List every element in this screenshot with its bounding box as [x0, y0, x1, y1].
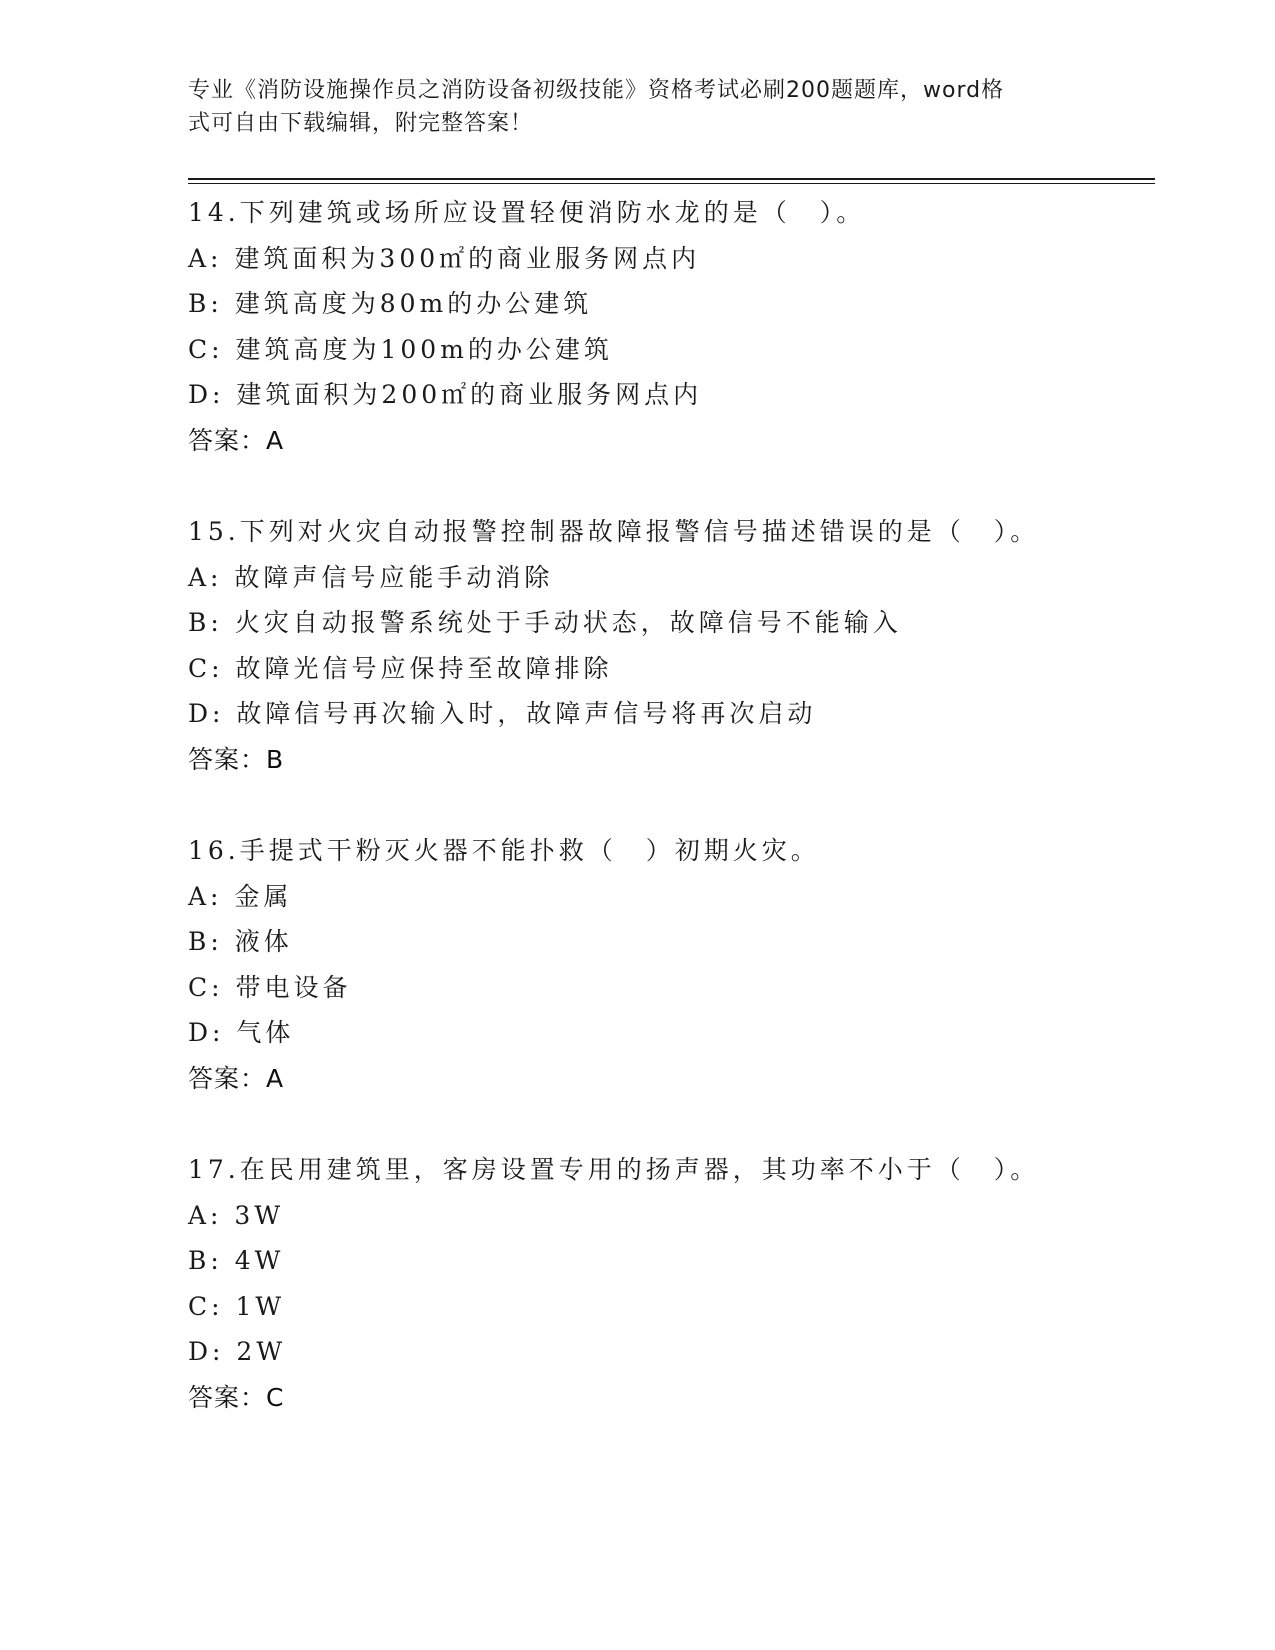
question-stem: 14.下列建筑或场所应设置轻便消防水龙的是（ ）。 — [188, 198, 866, 227]
option-b: B: 液体 — [188, 927, 293, 956]
question-list — [188, 190, 1148, 1466]
option-c: C: 1W — [188, 1291, 286, 1321]
document-header — [188, 74, 1068, 140]
question-15 — [188, 509, 1148, 782]
option-b: B: 4W — [188, 1246, 285, 1275]
option-a: A: 金属 — [188, 881, 293, 911]
question-17 — [188, 1147, 1148, 1420]
header-line-2: 式可自由下载编辑，附完整答案！ — [188, 111, 534, 136]
option-d: D: 故障信号再次输入时，故障声信号将再次启动 — [188, 699, 817, 728]
option-b: B: 建筑高度为80m的办公建筑 — [188, 289, 593, 318]
option-c: C: 建筑高度为100m的办公建筑 — [188, 334, 613, 364]
question-stem: 15.下列对火灾自动报警控制器故障报警信号描述错误的是（ ）。 — [188, 517, 1040, 546]
option-c: C: 故障光信号应保持至故障排除 — [188, 653, 613, 683]
option-d: D: 建筑面积为200㎡的商业服务网点内 — [188, 380, 703, 409]
option-b: B: 火灾自动报警系统处于手动状态，故障信号不能输入 — [188, 608, 902, 637]
question-14 — [188, 190, 1148, 463]
answer-label: 答案：B — [188, 744, 285, 774]
answer-label: 答案：C — [188, 1382, 285, 1412]
question-16 — [188, 828, 1148, 1101]
answer-label: 答案：A — [188, 425, 285, 455]
option-d: D: 2W — [188, 1337, 287, 1366]
header-line-1: 专业《消防设施操作员之消防设备初级技能》资格考试必刷200题题库，word格 — [188, 78, 1005, 103]
answer-label: 答案：A — [188, 1063, 285, 1093]
option-d: D: 气体 — [188, 1018, 295, 1047]
option-a: A: 建筑面积为300㎡的商业服务网点内 — [188, 243, 701, 273]
option-a: A: 3W — [188, 1200, 285, 1230]
question-stem: 16.手提式干粉灭火器不能扑救（ ）初期火灾。 — [188, 836, 820, 865]
header-divider-thick — [188, 178, 1155, 180]
question-stem: 17.在民用建筑里，客房设置专用的扬声器，其功率不小于（ ）。 — [188, 1155, 1040, 1184]
option-c: C: 带电设备 — [188, 972, 352, 1002]
header-divider-thin — [188, 183, 1155, 184]
option-a: A: 故障声信号应能手动消除 — [188, 562, 554, 592]
